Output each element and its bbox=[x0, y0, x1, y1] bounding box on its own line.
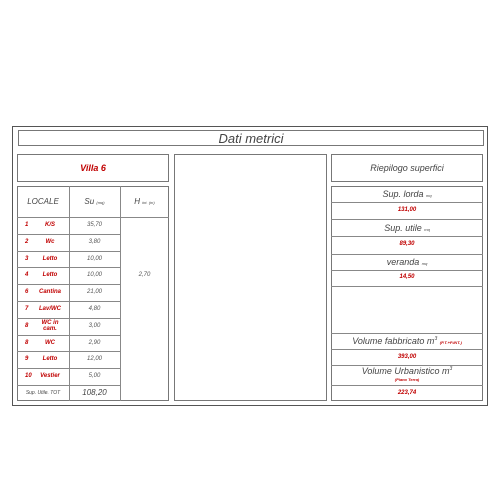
header-h-label: H bbox=[134, 197, 141, 206]
total-divider bbox=[17, 385, 120, 386]
row-su: 3,00 bbox=[88, 322, 101, 329]
sup-lorda-text: Sup. lorda bbox=[382, 189, 424, 199]
veranda-unit: mq bbox=[421, 261, 428, 266]
divider bbox=[331, 385, 483, 386]
sup-utile-value: 89,30 bbox=[399, 241, 415, 247]
row-su: 35,70 bbox=[86, 222, 102, 228]
header-h-unit: int. (m) bbox=[142, 200, 155, 205]
vol-fab-label bbox=[331, 336, 483, 346]
h-value: 2,70 bbox=[138, 272, 151, 278]
row-name: Letto bbox=[42, 356, 58, 363]
vol-urb-label bbox=[331, 366, 483, 376]
row-su: 12,00 bbox=[86, 356, 102, 363]
summary-title: Riepilogo superfici bbox=[370, 163, 444, 173]
vol-fab-text: Volume fabbricato m bbox=[352, 336, 435, 346]
row-su: 4,80 bbox=[88, 306, 101, 312]
row-divider bbox=[17, 301, 120, 302]
row-number: 8 bbox=[25, 339, 29, 346]
header-divider bbox=[17, 217, 169, 218]
vol-fab-exp: 3 bbox=[434, 336, 438, 342]
villa-title: Villa 6 bbox=[80, 163, 106, 173]
total-label: Sup. Utile. TOT bbox=[25, 390, 61, 396]
row-name: Lav/WC bbox=[38, 306, 61, 312]
divider bbox=[331, 202, 483, 203]
row-name: Cantina bbox=[38, 289, 61, 296]
row-su: 2,90 bbox=[88, 339, 101, 346]
veranda-value: 14,50 bbox=[399, 274, 415, 280]
divider bbox=[331, 270, 483, 271]
row-divider bbox=[17, 335, 120, 336]
row-name: WC bbox=[45, 339, 55, 346]
sup-lorda-unit: mq bbox=[425, 193, 432, 198]
row-su: 10,00 bbox=[86, 255, 102, 262]
vol-fab-value: 393,00 bbox=[397, 354, 417, 360]
vol-fab-note: (P.T.+P.INT.) bbox=[439, 340, 462, 345]
sup-lorda-label bbox=[331, 189, 483, 199]
row-divider bbox=[17, 351, 120, 352]
vol-urb-text: Volume Urbanistico m bbox=[361, 366, 450, 376]
header-su-label: Su bbox=[84, 197, 95, 206]
vol-urb-note: (Piano Terra) bbox=[394, 377, 420, 382]
row-divider bbox=[17, 267, 120, 268]
row-divider bbox=[17, 284, 120, 285]
header-su bbox=[69, 197, 120, 206]
row-name: WC in cam. bbox=[41, 319, 59, 332]
summary-header bbox=[331, 154, 483, 182]
vol-urb-exp: 3 bbox=[449, 366, 453, 372]
sup-utile-unit: mq bbox=[424, 227, 430, 232]
veranda-text: veranda bbox=[386, 257, 420, 267]
row-number: 1 bbox=[25, 222, 29, 228]
divider bbox=[331, 236, 483, 237]
divider bbox=[120, 186, 121, 401]
row-number: 8 bbox=[25, 322, 29, 329]
row-name: Letto bbox=[42, 272, 58, 279]
row-name: K/S bbox=[44, 222, 55, 228]
total-value: 108,20 bbox=[82, 388, 107, 397]
row-su: 21,00 bbox=[86, 289, 102, 296]
row-number: 2 bbox=[25, 238, 29, 245]
row-number: 7 bbox=[25, 306, 29, 312]
page-title: Dati metrici bbox=[18, 130, 484, 146]
divider bbox=[331, 254, 483, 255]
row-name: Wc bbox=[45, 238, 55, 245]
row-su: 5,00 bbox=[88, 373, 101, 380]
sup-lorda-value: 131,00 bbox=[397, 207, 417, 213]
row-number: 3 bbox=[25, 255, 29, 262]
divider bbox=[331, 333, 483, 334]
divider bbox=[331, 219, 483, 220]
divider bbox=[331, 349, 483, 350]
header-su-unit: (mq) bbox=[96, 200, 105, 205]
row-name: Letto bbox=[42, 255, 58, 262]
row-su: 3,80 bbox=[88, 238, 101, 245]
villa-header bbox=[17, 154, 169, 182]
vol-urb-value: 223,74 bbox=[397, 390, 417, 396]
row-divider bbox=[17, 368, 120, 369]
row-number: 9 bbox=[25, 356, 29, 363]
row-su: 10,00 bbox=[86, 272, 102, 279]
row-name: Vestier bbox=[40, 373, 60, 380]
header-h bbox=[120, 197, 169, 206]
veranda-label bbox=[331, 257, 483, 267]
row-number: 6 bbox=[25, 289, 29, 296]
header-locale: LOCALE bbox=[27, 197, 59, 206]
row-divider bbox=[17, 251, 120, 252]
divider bbox=[331, 286, 483, 287]
row-number: 4 bbox=[25, 272, 29, 279]
row-divider bbox=[17, 234, 120, 235]
row-number: 10 bbox=[25, 373, 32, 380]
sup-utile-label bbox=[331, 223, 483, 233]
image-placeholder bbox=[174, 154, 327, 401]
sup-utile-text: Sup. utile bbox=[384, 223, 422, 233]
row-divider bbox=[17, 318, 120, 319]
